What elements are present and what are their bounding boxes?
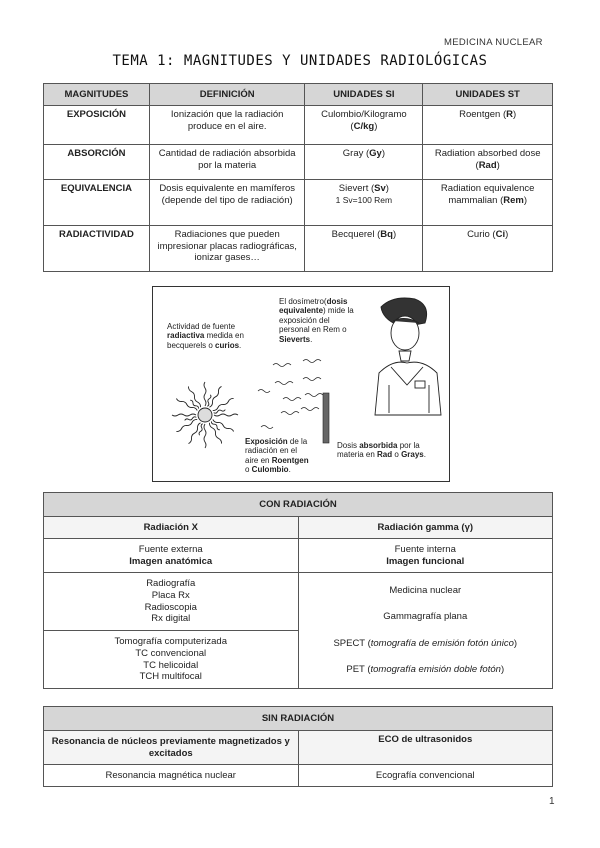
con-radiacion-table xyxy=(43,492,553,689)
header-magnitudes: MAGNITUDES xyxy=(44,84,150,106)
x-source-cell: Fuente externa Imagen anatómica xyxy=(44,539,299,573)
si-unit-cell: Becquerel (Bq) xyxy=(305,226,423,272)
gamma-source-cell: Fuente interna Imagen funcional xyxy=(298,539,553,573)
magnitude-label: EQUIVALENCIA xyxy=(44,180,150,226)
gamma-item: SPECT (tomografía de emisión fotón único) xyxy=(333,637,518,649)
magnitude-label: EXPOSICIÓN xyxy=(44,106,150,145)
header-unidades-si: UNIDADES SI xyxy=(305,84,423,106)
definition-cell: Ionización que la radiación produce en el aire. xyxy=(149,106,305,145)
header-unidades-st: UNIDADES ST xyxy=(423,84,553,106)
col-eco: ECO de ultrasonidos xyxy=(298,731,553,765)
sin-radiacion-table xyxy=(43,706,553,787)
si-unit-cell: Sievert (Sv) 1 Sv=100 Rem xyxy=(305,180,423,226)
table-row xyxy=(44,539,553,573)
definition-cell: Radiaciones que pueden impresionar placas radiográficas, ionizar gases… xyxy=(149,226,305,272)
con-radiacion-title: CON RADIACIÓN xyxy=(44,493,553,517)
activity-caption: Actividad de fuente radiactiva medida en becquerels o curios. xyxy=(167,322,244,350)
exposure-caption: Exposición de la radiación en el aire en Roentgen o Culombio. xyxy=(245,437,309,475)
definition-cell: Dosis equivalente en mamíferos (depende del tipo de radiación) xyxy=(149,180,305,226)
st-unit-cell: Radiation absorbed dose (Rad) xyxy=(423,145,553,180)
si-unit-cell: Culombio/Kilogramo (C/kg) xyxy=(305,106,423,145)
x-techniques-2: Tomografía computerizada TC convencional TC helicoidal TCH multifocal xyxy=(44,631,299,689)
table-row xyxy=(44,226,553,272)
absorbed-dose-caption: Dosis absorbida por la materia en Rad o Grays. xyxy=(337,441,426,460)
col-resonancia: Resonancia de núcleos previamente magnetizados y excitados xyxy=(44,731,299,765)
x-techniques-1: Radiografía Placa Rx Radioscopia Rx digital xyxy=(44,573,299,631)
radioactive-source-icon xyxy=(172,382,238,448)
col-radiacion-gamma: Radiación gamma (γ) xyxy=(298,517,553,539)
st-unit-cell: Roentgen (R) xyxy=(423,106,553,145)
ecografia-cell: Ecografía convencional xyxy=(298,765,553,787)
magnitudes-table xyxy=(43,83,553,272)
page-title: TEMA 1: MAGNITUDES Y UNIDADES RADIOLÓGICAS xyxy=(112,53,488,69)
dosimeter-bar xyxy=(323,393,329,443)
gamma-item: Gammagrafía plana xyxy=(383,611,468,623)
table-row xyxy=(44,573,553,631)
dosimeter-caption: El dosímetro(dosis equivalente) mide la exposición del personal en Rem o Sieverts. xyxy=(279,297,354,344)
resonancia-cell: Resonancia magnética nuclear xyxy=(44,765,299,787)
col-radiacion-x: Radiación X xyxy=(44,517,299,539)
table-row xyxy=(44,145,553,180)
page-number: 1 xyxy=(549,796,555,807)
si-unit-cell: Gray (Gy) xyxy=(305,145,423,180)
magnitude-label: RADIACTIVIDAD xyxy=(44,226,150,272)
table-row xyxy=(44,106,553,145)
nurse-illustration xyxy=(375,298,441,415)
radiation-units-figure xyxy=(152,286,450,482)
gamma-item: PET (tomografía emisión doble fotón) xyxy=(346,663,505,675)
subject-header: MEDICINA NUCLEAR xyxy=(444,37,543,48)
gamma-item: Medicina nuclear xyxy=(389,584,462,596)
gamma-techniques xyxy=(298,573,553,689)
st-unit-cell: Curio (Ci) xyxy=(423,226,553,272)
definition-cell: Cantidad de radiación absorbida por la materia xyxy=(149,145,305,180)
table-row xyxy=(44,765,553,787)
sin-radiacion-title: SIN RADIACIÓN xyxy=(44,707,553,731)
magnitude-label: ABSORCIÓN xyxy=(44,145,150,180)
st-unit-cell: Radiation equivalence mammalian (Rem) xyxy=(423,180,553,226)
table-row xyxy=(44,180,553,226)
radiation-waves xyxy=(258,360,323,429)
header-definicion: DEFINICIÓN xyxy=(149,84,305,106)
